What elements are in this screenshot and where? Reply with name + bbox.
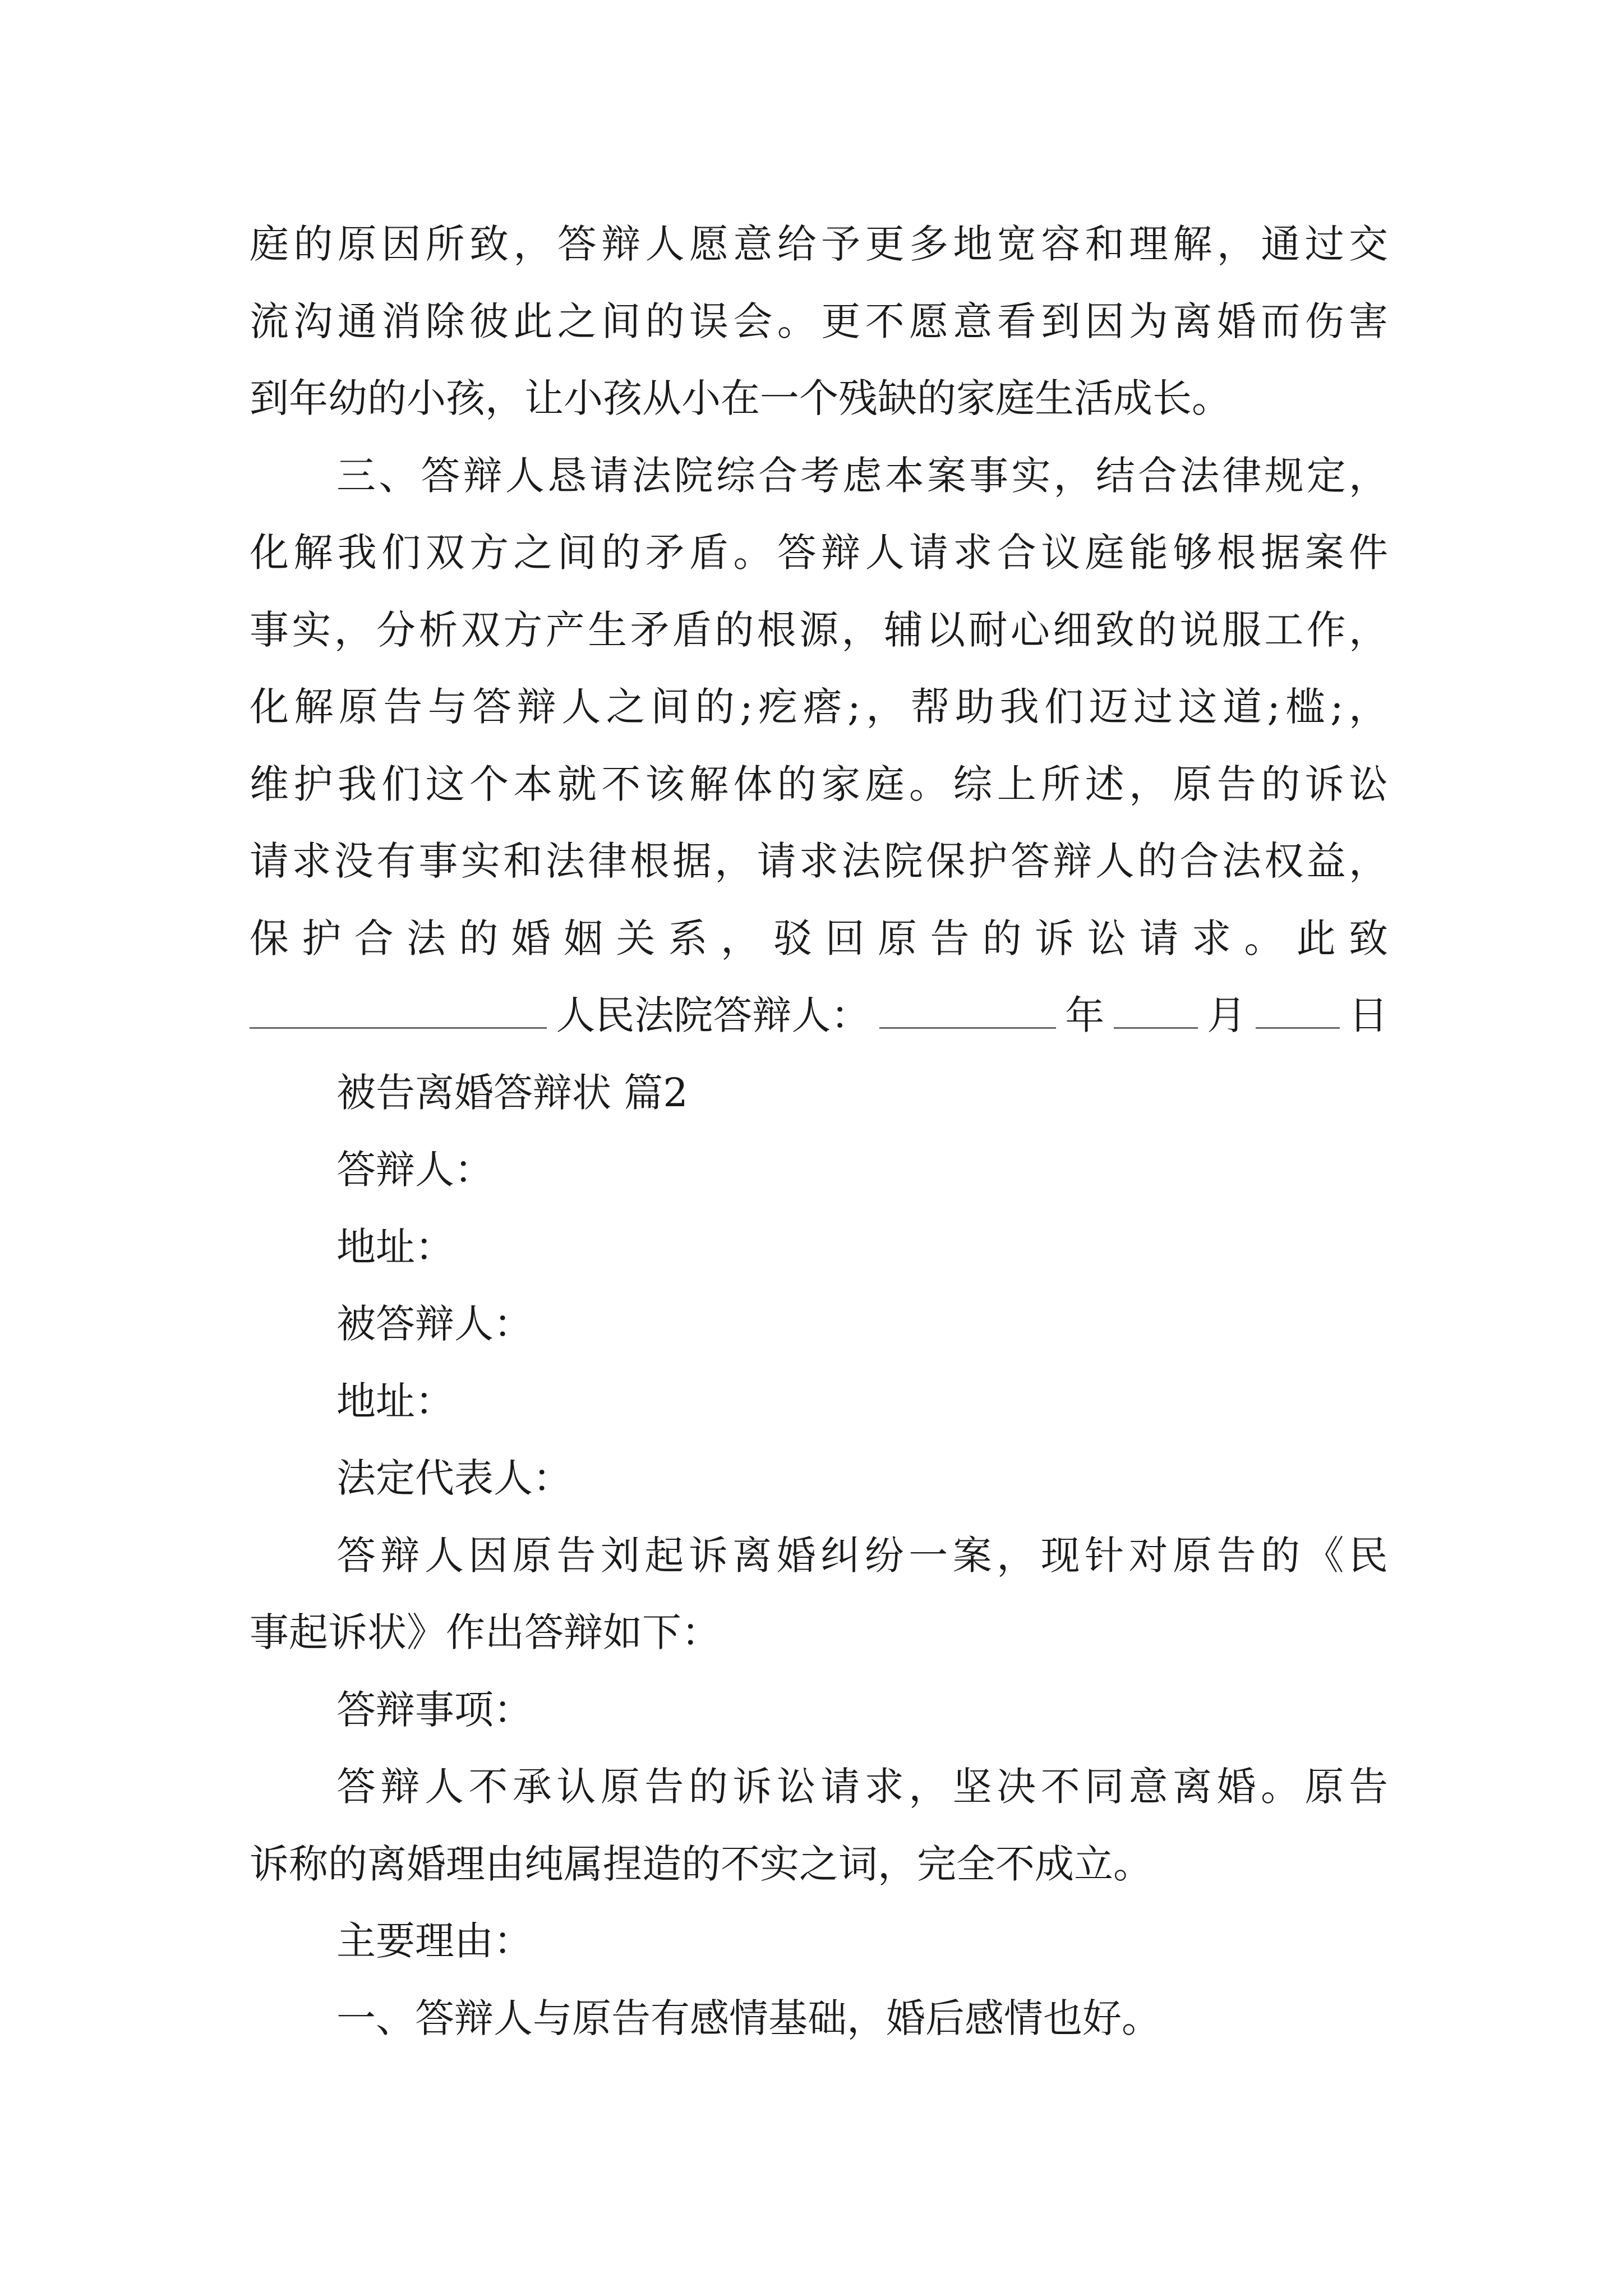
paragraph-line: 答辩人不承认原告的诉讼请求，坚决不同意离婚。原告 [336, 1764, 1388, 1810]
day-blank [1256, 992, 1340, 1029]
section-title: 被告离婚答辩状 篇2 [336, 1070, 688, 1116]
paragraph-line: 到年幼的小孩，让小孩从小在一个残缺的家庭生活成长。 [250, 375, 1231, 421]
paragraph-line: 答辩人因原告刘起诉离婚纠纷一案，现针对原告的《民 [336, 1533, 1388, 1579]
name-blank [879, 992, 1056, 1029]
day-label: 日 [1348, 992, 1388, 1038]
paragraph-line: 三、答辩人恳请法院综合考虑本案事实，结合法律规定， [336, 453, 1388, 499]
reasons-heading: 主要理由： [336, 1918, 533, 1964]
respondent-label: 答辩人： [336, 1147, 494, 1193]
defendant-label: 被答辩人： [336, 1301, 533, 1347]
items-heading: 答辩事项： [336, 1687, 533, 1733]
paragraph-line: 诉称的离婚理由纯属捏造的不实之词，完全不成立。 [250, 1841, 1152, 1887]
paragraph-line: 流沟通消除彼此之间的误会。更不愿意看到因为离婚而伤害 [250, 298, 1388, 344]
legal-rep-label: 法定代表人： [336, 1455, 572, 1501]
paragraph-line: 庭的原因所致，答辩人愿意给予更多地宽容和理解，通过交 [250, 221, 1388, 267]
paragraph-line: 化解原告与答辩人之间的;疙瘩;，帮助我们迈过这道;槛;， [250, 684, 1388, 730]
year-label: 年 [1065, 992, 1105, 1038]
paragraph-line: 化解我们双方之间的矛盾。答辩人请求合议庭能够根据案件 [250, 530, 1388, 576]
paragraph-line: 事实，分析双方产生矛盾的根源，辅以耐心细致的说服工作， [250, 607, 1388, 653]
paragraph-line: 请求没有事实和法律根据，请求法院保护答辩人的合法权益， [250, 838, 1388, 884]
paragraph-line: 一、答辩人与原告有感情基础，婚后感情也好。 [336, 1995, 1161, 2041]
address-label: 地址： [336, 1378, 454, 1424]
court-blank [250, 992, 547, 1029]
paragraph-line: 保护合法的婚姻关系，驳回原告的诉讼请求。此致 [250, 915, 1388, 961]
court-label: 人民法院答辩人： [556, 992, 870, 1038]
signature-line [250, 990, 1388, 1041]
month-blank [1114, 992, 1198, 1029]
address-label: 地址： [336, 1224, 454, 1270]
paragraph-line: 维护我们这个本就不该解体的家庭。综上所述，原告的诉讼 [250, 761, 1388, 807]
month-label: 月 [1207, 992, 1247, 1038]
paragraph-line: 事起诉状》作出答辩如下： [250, 1609, 721, 1655]
